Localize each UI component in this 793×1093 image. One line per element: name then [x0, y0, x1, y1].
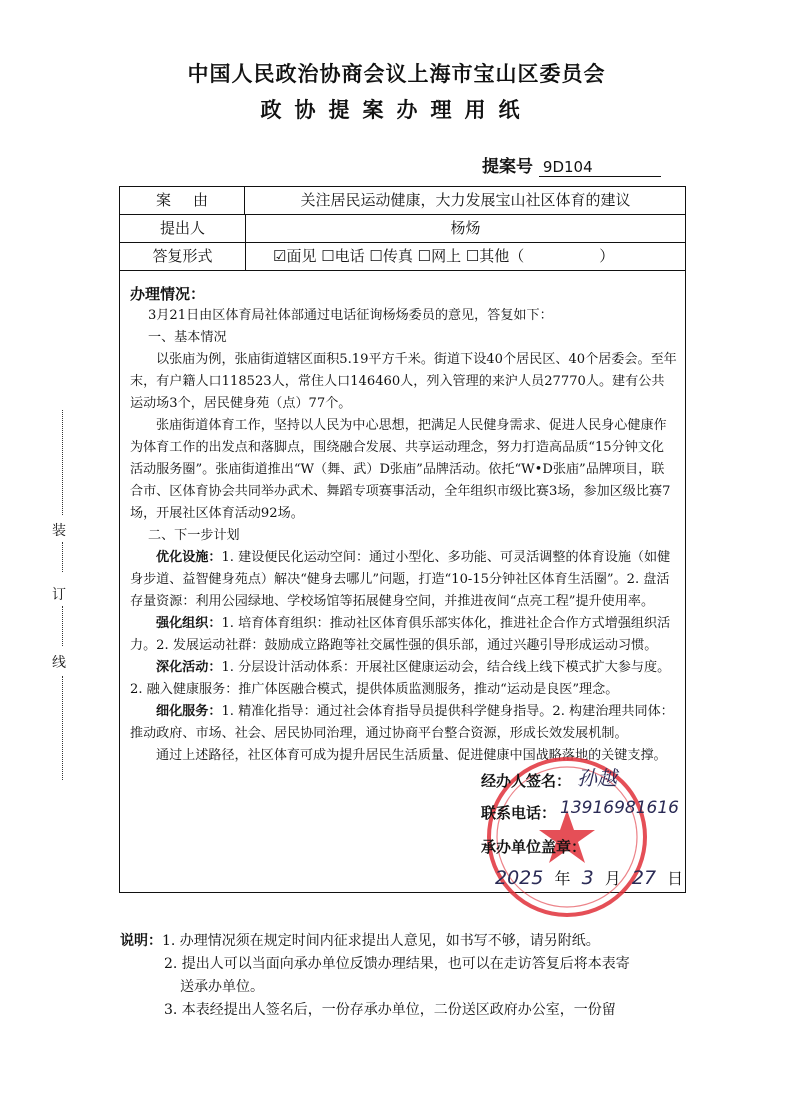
- reply-options: ☑面见 ☐电话 ☐传真 ☐网上 ☐其他（ ）: [273, 247, 615, 265]
- plan-activities: [130, 657, 677, 701]
- subject-value: 关注居民运动健康，大力发展宝山社区体育的建议: [300, 191, 631, 209]
- subject-row: [120, 187, 685, 215]
- note-3: 3. 本表经提出人签名后，一份存承办单位，二份送区政府办公室，一份留: [164, 1002, 616, 1018]
- plan-services: [130, 701, 677, 745]
- note-1: [120, 930, 630, 953]
- binding-line-mid1: [62, 542, 63, 572]
- date-day: 27: [631, 867, 657, 889]
- handler-signature: 孙越: [577, 766, 617, 790]
- proposal-number-value: 9D104: [539, 158, 661, 177]
- plan-organize: [130, 613, 677, 657]
- binding-line-mid2: [62, 606, 63, 646]
- section1-paragraph2: 张庙街道体育工作，坚持以人民为中心思想，把满足人民健身需求、促进人民身心健康作为体育工作的出发点和落脚点，围绕融合发展、共享运动理念，努力打造高品质“15分钟文化活动服务圈”。张庙街道推出“W（舞、武）D张庙”品牌活动。依托“W•D张庙”品牌项目，联合市、区体育协会共同举办武术、舞蹈专项赛事活动，全年组织市级比赛3场，参加区级比赛7场，开展社区体育活动92场。: [130, 418, 671, 521]
- plan-optimize: [130, 547, 677, 613]
- org-title: 中国人民政治协商会议上海市宝山区委员会: [187, 62, 606, 86]
- date-day-unit: 日: [667, 869, 684, 888]
- proposer-value: 杨炀: [450, 219, 481, 237]
- notes-label: 说明：: [120, 933, 162, 949]
- phone-value: 13916981616: [560, 798, 679, 818]
- plan-services-text: 1. 精准化指导：通过社会体育指导员提供科学健身指导。2. 构建治理共同体：推动政府、市场、社会、居民协同治理，通过协商平台整合资源，形成长效发展机制。: [130, 704, 674, 741]
- date-year-unit: 年: [554, 869, 571, 888]
- binding-char-zhuang: 装: [52, 523, 66, 539]
- binding-line-bottom: [62, 676, 63, 780]
- section1-title: 一、基本情况: [148, 330, 227, 345]
- plan-optimize-label: 优化设施：: [156, 550, 222, 565]
- subject-label: 案由: [120, 187, 245, 214]
- note-2-cont: 送承办单位。: [180, 979, 264, 995]
- notes: [120, 930, 630, 1022]
- date-line: [495, 866, 683, 889]
- proposal-number: [482, 152, 661, 177]
- reply-label: 答复形式: [120, 243, 246, 270]
- binding-char-ding: 订: [52, 587, 66, 603]
- proposal-label: 提案号: [482, 157, 533, 177]
- plan-activities-label: 深化活动：: [156, 660, 222, 675]
- plan-services-label: 细化服务：: [156, 704, 222, 719]
- handling-intro: 3月21日由区体育局社体部通过电话征询杨炀委员的意见，答复如下：: [148, 308, 553, 323]
- handling-body: [130, 283, 677, 767]
- phone-label: 联系电话：: [481, 804, 557, 822]
- section2-title: 二、下一步计划: [148, 528, 240, 543]
- plan-organize-text: 1. 培育体育组织：推动社区体育俱乐部实体化，推进社企合作方式增强组织活力。2. 发展运动社群：鼓励成立路跑等社交属性强的俱乐部，通过兴趣引导形成运动习惯。: [130, 616, 671, 653]
- note-2: 2. 提出人可以当面向承办单位反馈办理结果，也可以在走访答复后将本表寄: [164, 956, 630, 972]
- binding-char-xian: 线: [52, 655, 66, 671]
- section1-paragraph1: 以张庙为例，张庙街道辖区面积5.19平方千米。街道下设40个居民区、40个居委会。至年末，有户籍人口118523人，常住人口146460人，列入管理的来沪人员27770人。建有公共运动场3个，居民健身苑（点）77个。: [130, 352, 677, 411]
- proposer-row: [120, 215, 685, 243]
- form-title: 政协提案办理用纸: [260, 98, 533, 122]
- stamp-label: 承办单位盖章：: [481, 838, 587, 856]
- proposer-label: 提出人: [120, 215, 246, 242]
- note-1-text: 1. 办理情况须在规定时间内征求提出人意见，如书写不够，请另附纸。: [162, 933, 600, 949]
- plan-activities-text: 1. 分层设计活动体系：开展社区健康运动会，结合线上线下模式扩大参与度。2. 融入健康服务：推广体医融合模式，提供体质监测服务，推动“运动是良医”理念。: [130, 660, 671, 697]
- plan-organize-label: 强化组织：: [156, 616, 222, 631]
- date-year: 2025: [495, 867, 544, 889]
- handler-label: 经办人签名：: [481, 772, 572, 790]
- date-month: 3: [581, 867, 594, 889]
- handling-heading: 办理情况：: [130, 285, 206, 303]
- plan-optimize-text: 1. 建设便民化运动空间：通过小型化、多功能、可灵活调整的体育设施（如健身步道、益智健身苑点）解决“健身去哪儿”问题，打造“10-15分钟社区体育生活圈”。2. 盘活存量资源：利用公园绿地、学校场馆等拓展健身空间，并推进夜间“点亮工程”提升使用率。: [130, 550, 671, 609]
- closing-paragraph: 通过上述路径，社区体育可成为提升居民生活质量、促进健康中国战略落地的关键支撑。: [156, 748, 667, 763]
- reply-row: [120, 243, 685, 271]
- date-month-unit: 月: [604, 869, 621, 888]
- binding-line-top: [62, 410, 63, 515]
